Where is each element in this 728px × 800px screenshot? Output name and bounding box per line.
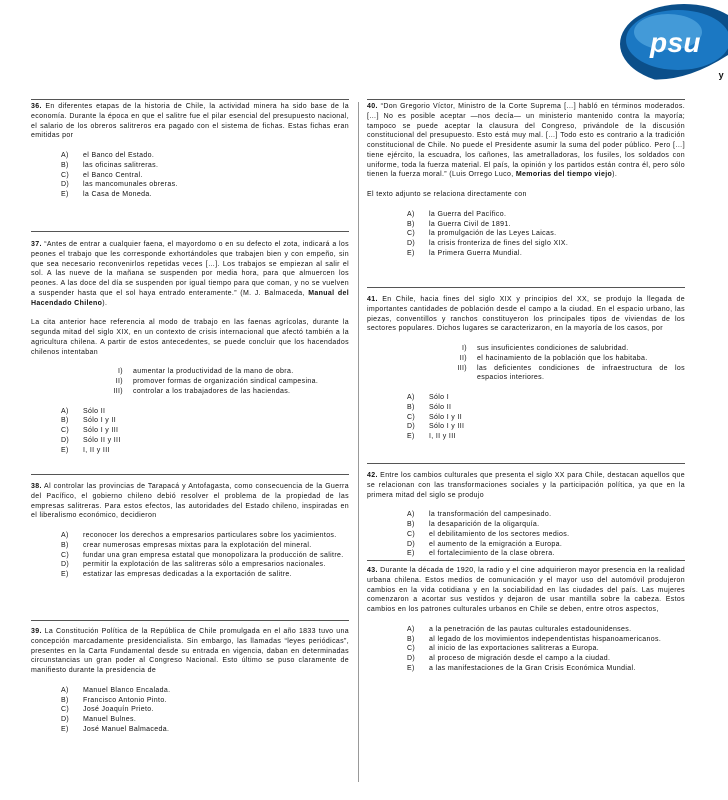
question-41 [367,295,685,442]
option-text: Sólo II y III [83,436,121,444]
option-text: el debilitamiento de los sectores medios. [429,530,570,538]
option-text: la transformación del campesinado. [429,511,552,519]
question-43-stem [367,566,685,615]
statement-iii [439,364,685,384]
option-key: B) [61,696,69,704]
option-key: B) [61,541,69,549]
answer-options [367,393,685,442]
option-text: las oficinas salitreras. [83,161,159,169]
question-text: “Antes de entrar a cualquier faena, el mayordomo o en su defecto el zota, indicará a los peones el trabajo que les corresponde exhortándoles que trabajen bien y con empeño, sin que sea necesario reconvenirlos repetidas veces […]. Los trabajos se empiezan al salir el sol. A las nueve de la mañana se suspenden por media hora, para que almuercen los peones. A las doce del día se suspenden por igual tiempo para que coman, y no se vuelven a suspender hasta que el sol haya entrado enteramente.” (M. J. Balmaceda, [31,241,350,297]
question-36 [31,102,349,200]
option-text: a la penetración de las pautas culturales estadounidenses. [429,625,632,633]
option-b[interactable] [407,520,685,530]
option-key: C) [61,551,70,559]
source-end: ). [612,171,618,179]
option-key: A) [61,152,69,159]
question-37-prompt: La cita anterior hace referencia al modo de trabajo en las faenas agrícolas, durante la segunda mitad del siglo XIX, en un contexto de crisis internacional que afectó también a la agricultura chilena. A partir de estos antecedentes, se puede concluir que los hacendados chilenos intentaban [31,319,349,356]
column-divider [358,102,359,782]
statement-key: II) [459,354,467,362]
option-key: C) [61,706,70,714]
option-text: Sólo I y II [429,413,463,421]
option-key: E) [407,249,415,257]
rule-q43-top [367,560,685,561]
question-37 [31,240,349,455]
answer-options [31,407,349,456]
option-key: D) [407,540,416,548]
option-key: A) [61,686,69,694]
question-39 [31,627,349,735]
logo-suffix: y [718,70,724,80]
option-key: B) [61,161,69,169]
statement-i [101,367,349,377]
option-a[interactable] [407,393,685,403]
option-text: Sólo I y II [83,417,117,425]
option-b[interactable] [407,635,685,645]
option-c[interactable] [407,530,685,540]
option-text: el fortalecimiento de la clase obrera. [429,550,555,558]
rule-q42-top [367,463,685,464]
option-text: el Banco del Estado. [83,152,155,159]
question-text: La Constitución Política de la República de Chile promulgada en el año 1833 tuvo una concepción marcadamente presidencialista. Sin embargo, las llamadas “leyes periódicas”, presentes en la Carta Fundamental desde su entrada en vigencia, daban en determinadas circunstancias un gran poder al Congreso Nacional. Esto último se puso claramente de manifiesto durante la presidencia de [31,628,350,674]
option-e[interactable] [407,664,685,674]
question-40-stem [367,102,685,180]
statement-key: II) [115,378,123,385]
statement-iii [101,387,349,397]
option-text: Manuel Blanco Encalada. [83,686,171,694]
option-key: C) [407,530,416,538]
option-a[interactable] [61,531,349,541]
statement-key: III) [457,364,467,372]
question-42 [367,471,685,559]
question-40 [367,102,685,259]
option-text: Sólo II [429,403,452,411]
option-a[interactable] [407,625,685,635]
option-text: Sólo I y III [429,423,465,431]
statement-ii [439,354,685,364]
question-38-stem [31,482,349,521]
option-key: D) [407,240,416,247]
option-text: Francisco Antonio Pinto. [83,696,167,704]
option-key: A) [61,407,69,415]
option-text: José Joaquín Prieto. [83,706,154,714]
option-e[interactable] [407,432,685,442]
option-a[interactable] [407,210,685,220]
statement-ii [101,377,349,387]
option-text: permitir la explotación de las salitreras sólo a empresarios nacionales. [83,561,326,569]
question-text: En Chile, hacia fines del siglo XIX y principios del XX, se produjo la llegada de importantes cantidades de población desde el campo a la ciudad. En el espacio urbano, las piezas, conventillos y ranchos constituyeron los principales tipos de viviendas de los sectores populares. Dichos lugares se caracterizaron, en la mayoría de los casos, por [367,296,685,333]
source-end: ). [102,299,108,307]
option-c[interactable] [407,413,685,423]
option-key: D) [407,423,416,431]
option-b[interactable] [407,403,685,413]
option-key: E) [407,550,415,558]
option-key: E) [61,571,69,578]
option-text: José Manuel Balmaceda. [83,725,170,733]
option-d[interactable] [61,715,349,725]
option-key: D) [61,181,70,189]
option-b[interactable] [407,220,685,230]
statement-text: sus insuficientes condiciones de salubridad. [477,345,629,352]
option-a[interactable] [407,510,685,520]
option-text: fundar una gran empresa estatal que monopolizara la producción de salitre. [83,551,344,559]
option-text: el aumento de la emigración a Europa. [429,540,563,548]
option-b[interactable] [61,161,349,171]
option-text: Sólo I [429,394,449,401]
question-text: Entre los cambios culturales que presenta el siglo XX para Chile, destacan aquellos que se relacionan con las transformaciones sociales y la participación política, ya que en la primera mitad del siglo se produjo [367,472,685,499]
rule-q37-top [31,231,349,232]
rule-q36-top [31,99,349,100]
question-number: 42. [367,472,378,479]
option-key: D) [61,561,70,569]
option-text: la Guerra del Pacífico. [429,210,507,218]
option-d[interactable] [407,654,685,664]
statement-text: promover formas de organización sindical campesina. [133,378,319,385]
option-text: el Banco Central. [83,171,143,179]
psu-logo [606,0,728,95]
question-43 [367,566,685,674]
option-key: C) [407,230,416,238]
option-key: B) [407,403,415,411]
option-key: B) [407,635,415,643]
option-text: al proceso de migración desde el campo a la ciudad. [429,655,611,662]
option-d[interactable] [61,180,349,190]
option-key: B) [407,521,415,528]
option-text: Sólo II [83,407,106,415]
option-c[interactable] [407,229,685,239]
option-text: la Casa de Moneda. [83,191,152,198]
answer-options [31,686,349,735]
option-text: al inicio de las exportaciones salitreras a Europa. [429,645,599,653]
question-number: 43. [367,567,378,574]
option-text: la Guerra Civil de 1891. [429,220,511,228]
question-39-stem [31,627,349,676]
option-key: A) [407,511,415,519]
question-37-stem [31,240,349,308]
question-42-stem [367,471,685,500]
question-text: Al controlar las provincias de Tarapacá y Antofagasta, como consecuencia de la Guerra del Pacífico, el gobierno chileno debió resolver el problema de la propiedad de las empresas salitreras. Para estos efectos, las autoridades del Estado chileno, inspiradas en el liberalismo económico, decidieron [31,483,349,520]
question-text: Durante la década de 1920, la radio y el cine adquirieron mayor presencia en la realidad urbana chilena. Estos medios de comunicación y el mayor uso del automóvil produjeron cambios en la vida cotidiana y en la sociabilidad en las ciudades del país. Las mujeres comenzaron a acortar sus vestidos y dejaron de usar mantilla sobre la cabeza. Estos cambios en los patrones culturales urbanos en Chile se deben, entre otros aspectos, [367,567,685,613]
option-key: E) [407,433,415,440]
option-text: las mancomunales obreras. [83,181,178,189]
answer-options [31,531,349,580]
question-text: “Don Gregorio Víctor, Ministro de la Corte Suprema […] habló en términos moderados. […] No es posible aceptar —nos decía— un ministerio mantenido contra la mayoría; tampoco se puede aceptar la clausura del Congreso, privándole de la discusión constitucional del presupuesto. Esto está muy mal. […] Todo esto es contrario a la tradición constitucional de Chile. No puede el Presidente asumir la suma del poder público. Pero […] tiene ejército, la escuadra, los cañones, las ametralladoras, los fusiles, los soldados con uniforme, toda la fuerza material. El país, la opinión y los partidos están contra él, pero sólo tienen la fuerza moral.” (Luis Orrego Luco, [367,103,685,179]
option-c[interactable] [61,171,349,181]
option-d[interactable] [61,436,349,446]
question-38 [31,482,349,580]
option-c[interactable] [61,705,349,715]
option-d[interactable] [407,422,685,432]
statement-key: III) [113,387,123,395]
question-number: 37. [31,241,42,248]
source-title: Memorias del tiempo viejo [515,171,613,179]
option-key: E) [407,664,415,672]
answer-options [31,151,349,200]
question-number: 39. [31,628,42,635]
option-b[interactable] [61,696,349,706]
option-e[interactable] [61,446,349,456]
option-e[interactable] [407,549,685,559]
option-d[interactable] [407,540,685,550]
option-key: C) [407,413,416,421]
statement-text: aumentar la productividad de la mano de obra. [133,368,294,376]
question-number: 40. [367,103,378,110]
option-e[interactable] [407,249,685,259]
option-key: A) [407,625,415,633]
option-d[interactable] [61,560,349,570]
option-key: D) [61,436,70,444]
statements [367,344,685,383]
question-40-prompt: El texto adjunto se relaciona directamente con [367,191,527,198]
option-key: E) [61,446,69,454]
option-text: a las manifestaciones de la Gran Crisis Económica Mundial. [429,664,636,672]
question-36-stem [31,102,349,141]
option-c[interactable] [407,644,685,654]
option-key: D) [61,716,70,723]
option-text: la promulgación de las Leyes Laicas. [429,230,557,238]
option-c[interactable] [61,551,349,561]
option-e[interactable] [61,570,349,580]
option-a[interactable] [61,151,349,161]
answer-options [367,510,685,559]
option-c[interactable] [61,426,349,436]
option-text: al legado de los movimientos independentistas hispanoamericanos. [429,635,662,643]
option-key: A) [407,210,415,218]
option-key: C) [407,645,416,653]
rule-q40-top [367,99,685,100]
question-number: 41. [367,296,378,303]
option-key: A) [61,532,69,539]
option-text: I, II y III [429,433,456,440]
option-key: A) [407,394,415,401]
option-text: la crisis fronteriza de fines del siglo XIX. [429,240,569,247]
psu-logo-text: psu [650,27,701,58]
statement-text: las deficientes condiciones de infraestructura de los espacios interiores. [477,364,685,382]
option-key: D) [407,655,416,662]
question-number: 36. [31,103,42,110]
option-text: I, II y III [83,446,110,454]
statement-key: I) [118,368,123,376]
question-41-stem [367,295,685,334]
option-a[interactable] [61,407,349,417]
option-text: reconocer los derechos a empresarios particulares sobre los yacimientos. [83,532,337,539]
option-text: crear numerosas empresas mixtas para la explotación del mineral. [83,541,312,549]
option-key: B) [407,220,415,228]
option-key: E) [61,191,69,198]
option-key: E) [61,725,69,733]
statement-key: I) [462,345,467,352]
answer-options [367,625,685,674]
source-title: Manual del Hacendado Chileno [31,289,349,307]
statements [31,367,349,396]
option-a[interactable] [61,686,349,696]
answer-options [367,210,685,259]
rule-q41-top [367,287,685,288]
option-text: la desaparición de la oligarquía. [429,521,540,528]
option-b[interactable] [61,541,349,551]
option-e[interactable] [61,190,349,200]
option-text: estatizar las empresas dedicadas a la exportación de salitre. [83,571,292,578]
question-text: En diferentes etapas de la historia de Chile, la actividad minera ha sido base de la economía. Durante la época en que el salitre fue el pilar esencial del presupuesto nacional, el salario de los obreros salitreros era pagado con el sistema de fichas. Estas fichas eran emitidas por [31,103,349,140]
psu-logo-graphic [606,0,728,95]
option-text: Manuel Bulnes. [83,716,137,723]
option-text: la Primera Guerra Mundial. [429,249,523,257]
option-key: C) [61,427,70,434]
rule-q38-top [31,474,349,475]
statement-text: controlar a los trabajadores de las haciendas. [133,387,291,395]
option-text: Sólo I y III [83,427,119,434]
rule-q39-top [31,620,349,621]
option-e[interactable] [61,725,349,735]
option-b[interactable] [61,416,349,426]
option-d[interactable] [407,239,685,249]
option-key: B) [61,417,69,425]
statement-text: el hacinamiento de la población que los habitaba. [477,354,648,362]
question-number: 38. [31,483,42,490]
statement-i [439,344,685,354]
option-key: C) [61,171,70,179]
